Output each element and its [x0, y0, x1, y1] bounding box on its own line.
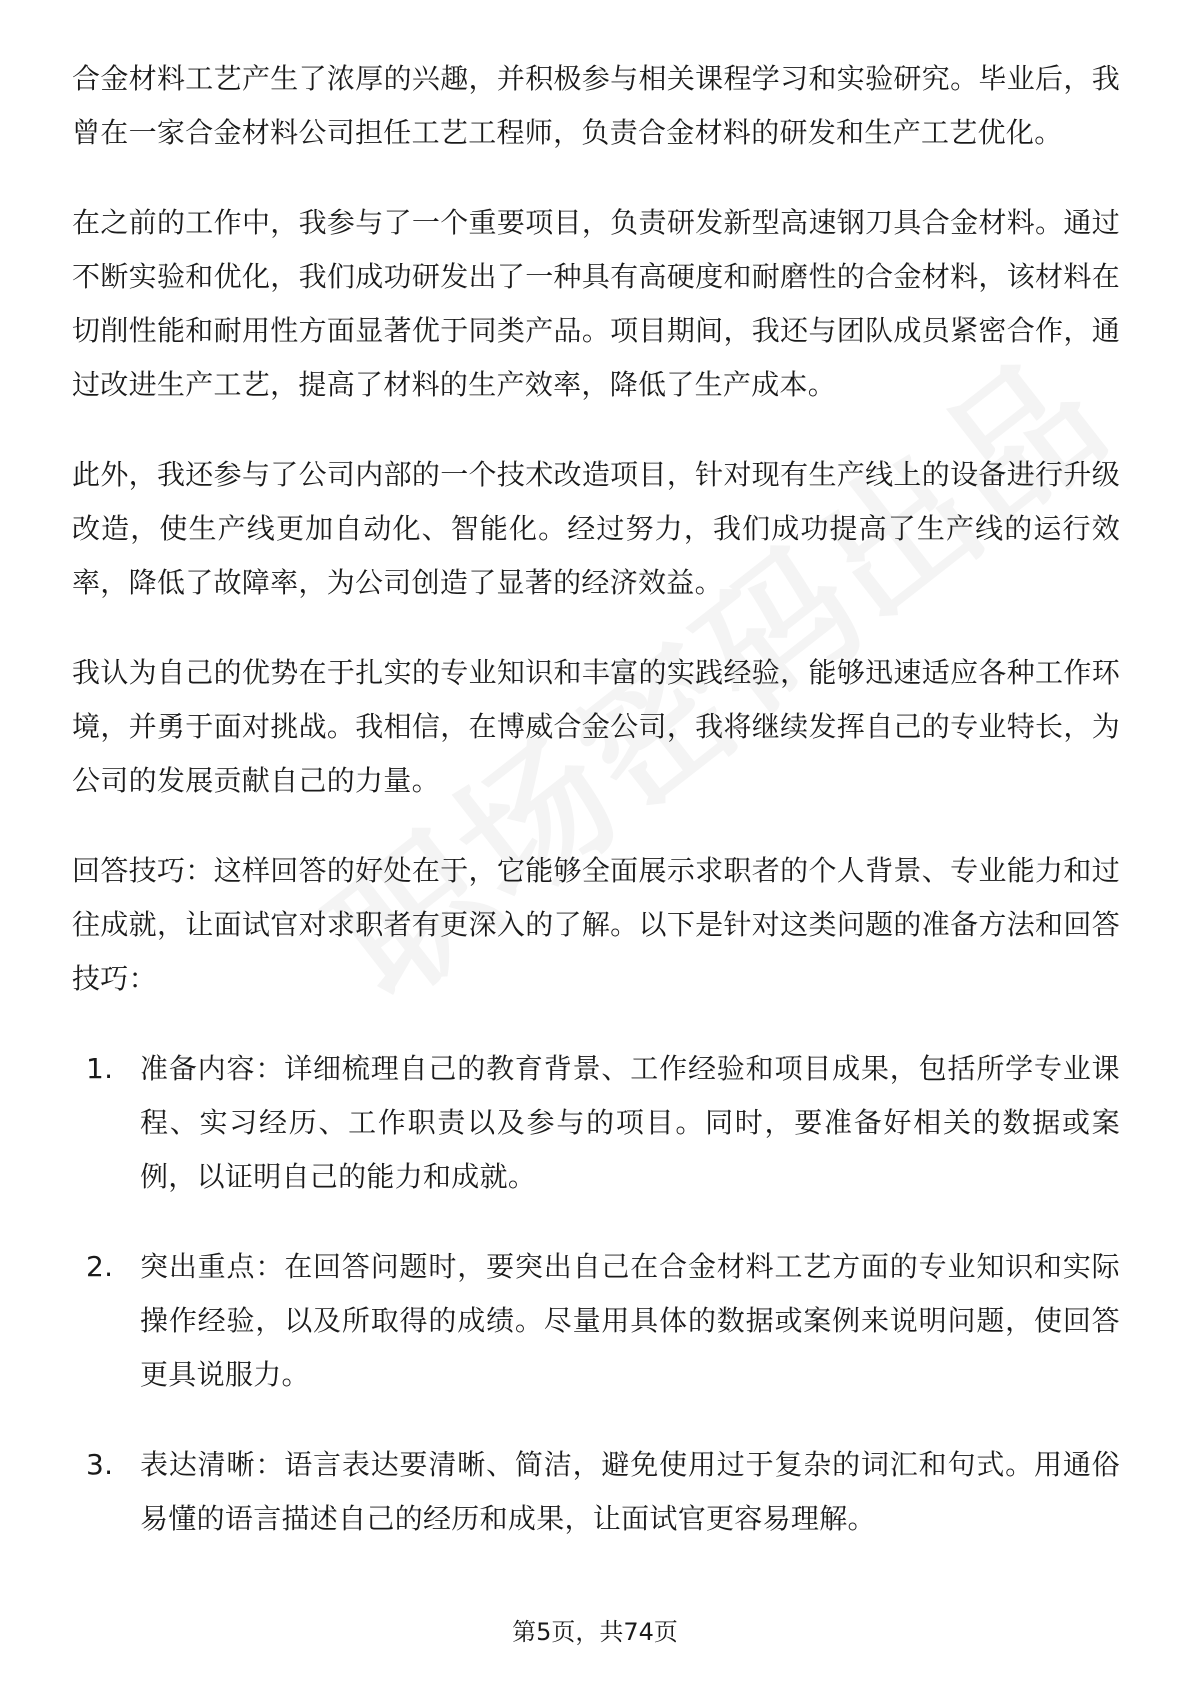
- tips-list: [72, 1042, 1120, 1546]
- paragraph-tech-upgrade: 此外，我还参与了公司内部的一个技术改造项目，针对现有生产线上的设备进行升级改造，使生产线更加自动化、智能化。经过努力，我们成功提高了生产线的运行效率，降低了故障率，为公司创造了显著的经济效益。: [72, 458, 1120, 599]
- paragraph-answer-tips-intro: 回答技巧：这样回答的好处在于，它能够全面展示求职者的个人背景、专业能力和过往成就，让面试官对求职者有更深入的了解。以下是针对这类问题的准备方法和回答技巧：: [72, 854, 1120, 995]
- list-item-number: 1.: [86, 1052, 114, 1085]
- list-item-number: 3.: [86, 1448, 114, 1481]
- paragraph-strengths: 我认为自己的优势在于扎实的专业知识和丰富的实践经验，能够迅速适应各种工作环境，并勇于面对挑战。我相信，在博威合金公司，我将继续发挥自己的专业特长，为公司的发展贡献自己的力量。: [72, 656, 1120, 797]
- page-number: 第5页，共74页: [512, 1618, 678, 1646]
- list-item-text: 表达清晰：语言表达要清晰、简洁，避免使用过于复杂的词汇和句式。用通俗易懂的语言描述自己的经历和成果，让面试官更容易理解。: [140, 1448, 1120, 1535]
- list-item-number: 2.: [86, 1250, 114, 1283]
- paragraph-background: 合金材料工艺产生了浓厚的兴趣，并积极参与相关课程学习和实验研究。毕业后，我曾在一家合金材料公司担任工艺工程师，负责合金材料的研发和生产工艺优化。: [72, 62, 1120, 149]
- list-item-text: 准备内容：详细梳理自己的教育背景、工作经验和项目成果，包括所学专业课程、实习经历、工作职责以及参与的项目。同时，要准备好相关的数据或案例，以证明自己的能力和成就。: [140, 1052, 1120, 1193]
- list-item: [86, 1240, 1120, 1402]
- list-item: [86, 1042, 1120, 1204]
- list-item-text: 突出重点：在回答问题时，要突出自己在合金材料工艺方面的专业知识和实际操作经验，以及所取得的成绩。尽量用具体的数据或案例来说明问题，使回答更具说服力。: [140, 1250, 1120, 1391]
- list-item: [86, 1438, 1120, 1546]
- paragraph-project-experience: 在之前的工作中，我参与了一个重要项目，负责研发新型高速钢刀具合金材料。通过不断实验和优化，我们成功研发出了一种具有高硬度和耐磨性的合金材料，该材料在切削性能和耐用性方面显著优于同类产品。项目期间，我还与团队成员紧密合作，通过改进生产工艺，提高了材料的生产效率，降低了生产成本。: [72, 206, 1120, 401]
- document-body: [72, 52, 1120, 1582]
